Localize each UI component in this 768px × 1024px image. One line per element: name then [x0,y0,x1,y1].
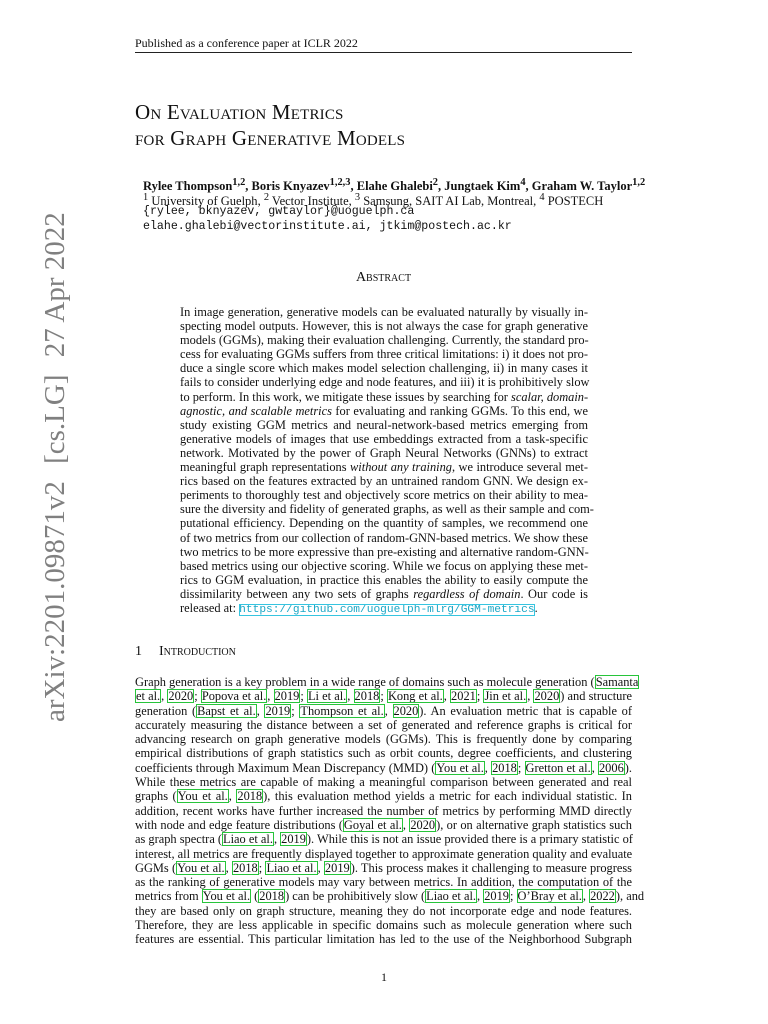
text-run: ; [510,889,517,904]
abstract-line [180,545,588,559]
text-run: advancing research on graph generative models (GGMs). This is frequently done by comparing [135,732,632,747]
title-line-1: On Evaluation Metrics [135,100,344,124]
abstract-line [180,432,588,446]
citation-link[interactable]: 2020 [393,703,419,718]
citation-link[interactable]: Jin et al. [484,689,527,704]
citation-link[interactable]: Gretton et al. [525,760,591,775]
page-number: 1 [381,970,387,984]
citation-link[interactable]: 2018 [259,889,285,904]
email-line-1: {rylee, bknyazev, gwtaylor}@uoguelph.ca [143,205,415,218]
text-run: metrics from [135,889,202,904]
text-run: sure the diversity and fidelity of generated graphs, as well as their sample and com- [180,502,594,517]
text-run: of two metrics from our collection of random-GNN-based metrics. We show these [180,530,588,545]
affiliation-name: POSTECH [547,194,604,209]
text-run: coefficients through Maximum Mean Discrepancy (MMD) ( [135,760,436,775]
intro-line [135,718,632,732]
title-line-2: for Graph Generative Models [135,126,406,150]
text-run: , we introduce several met- [451,460,588,475]
affiliation-sup: 4 [539,192,545,203]
abstract-line [180,347,588,361]
intro-line [135,918,632,932]
citation-link[interactable]: 2019 [274,689,300,704]
text-run: network. Motivated by the power of Graph Neural Networks (GNNs) to extract [180,445,588,460]
text-run: , [228,789,237,804]
intro-line [135,746,632,760]
text-run: Graph generation is a key problem in a wide range of domains such as molecule generation ( [135,675,595,689]
abstract-line [180,601,588,615]
emphasis-text: without any training [350,460,452,475]
text-run: ). An evaluation metric that is capable of [419,703,632,718]
citation-link[interactable]: 2022 [590,889,615,904]
author-affil-sup: 1,2 [632,177,646,188]
text-run: ; [300,689,307,704]
abstract-line [180,587,588,601]
author-name: Graham W. Taylor [531,179,633,194]
citation-link[interactable]: 2020 [534,689,560,704]
running-header [135,36,632,53]
affiliation-sup: 3 [354,192,361,203]
text-run: they are based only on graph structure, meaning they do not incorporate edge and node features. [135,903,632,918]
text-run: , [225,860,232,875]
text-run: ( [251,889,259,904]
citation-link[interactable]: O’Bray et al. [517,889,582,904]
abstract-line [180,333,588,347]
author-affil-sup: 1,2 [232,177,246,188]
text-run: rics based on the features extracted by an untrained random GNN. We design ex- [180,474,588,489]
citation-link[interactable]: You et al. [202,889,251,904]
text-run: , [273,832,281,847]
abstract-line [180,305,588,319]
text-run: models (GGMs), making their evaluation challenging. Currently, the standard pro- [180,333,589,348]
author-name: Rylee Thompson [143,179,233,194]
text-run: Therefore, they are less applicable in specific domains such as molecule generation where such [135,918,632,933]
citation-link[interactable]: 2019 [324,860,350,875]
intro-line [135,704,632,718]
citation-link[interactable]: Liao et al. [426,889,477,904]
intro-line [135,832,632,846]
abstract-line [180,460,588,474]
abstract-line [180,516,588,530]
citation-link[interactable]: 2020 [410,817,436,832]
text-run: rics to GGM evaluation, in practice this enables the ability to easily compute the [180,572,588,587]
author-name: Jungtaek Kim [444,179,521,194]
text-run: , [582,889,590,904]
section-heading-introduction [135,644,632,660]
text-run: , [484,760,492,775]
abstract-line [180,404,588,418]
affiliation-sup: 1 [143,192,149,203]
citation-link[interactable]: Liao et al. [266,860,317,875]
text-run: addition, recent works have further increased the number of metrics by performing MMD directly [135,803,632,818]
abstract-line [180,573,588,587]
text-run: interest, all metrics are frequently displayed together to approximate generation quality and evaluate [135,846,633,861]
text-run: with node and edge feature distributions ( [135,817,343,832]
text-run: . Our code is [520,586,588,601]
affiliation-list: $^1$ University of Guelph, $^2$ Vector Institute, $^3$ Samsung, SAIT AI Lab, Montreal, $^4$ POSTECH [143,192,604,209]
text-run: two metrics to be more expressive than pre-existing and alternative random-GNN- [180,544,589,559]
intro-line [135,804,632,818]
text-run: ; [476,689,484,704]
text-run: ; [380,689,387,704]
emphasis-text: regardless of domain [413,586,521,601]
citation-link[interactable]: You et al. [436,760,484,775]
text-run: released at: [180,600,240,615]
section-number: 1 [135,644,142,659]
text-run: GGMs ( [135,860,177,875]
abstract-line [180,559,588,573]
intro-line [135,689,632,703]
text-run: dissimilarity between any two sets of graphs [180,586,414,601]
citation-link[interactable]: Bapst et al. [197,703,256,718]
text-run: ). This process makes it challenging to measure progress [350,860,632,875]
author-affil-sup: 2 [432,177,438,188]
text-run: ), or on alternative graph statistics such [436,817,632,832]
citation-link[interactable]: You et al. [177,789,228,804]
text-run: ; [258,860,266,875]
text-run: , [443,689,451,704]
citation-link[interactable]: 2020 [168,689,194,704]
citation-link[interactable]: et al. [136,689,161,704]
text-run: , [527,689,534,704]
text-run: , [477,889,484,904]
arxiv-sidebar-stamp [38,212,72,722]
arxiv-category: [cs.LG] [39,374,71,464]
text-run: ), this evaluation method yields a metric for each individual statistic. In [263,789,632,804]
citation-link[interactable]: Kong et al. [387,689,443,704]
paper-title [135,99,635,151]
citation-link[interactable]: 2019 [265,703,291,718]
abstract-heading: Abstract [355,270,412,285]
abstract-line [180,375,588,389]
text-run: features are essential. This particular limitation has led to the use of the Neighborhood Subgraph [135,932,632,947]
citation-link[interactable]: Liao et al. [223,832,273,847]
abstract-line [180,502,594,517]
intro-line [135,789,632,803]
citation-link[interactable]: Samanta [595,675,639,689]
text-run: duce a single score which makes model selection challenging, ii) in many cases it [180,361,588,376]
abstract-line [180,531,588,545]
affiliation-sup: 2 [263,192,270,203]
intro-line [135,675,639,689]
text-run: generation ( [135,703,197,718]
email-line-2: elahe.ghalebi@vectorinstitute.ai, jtkim@postech.ac.kr [143,220,512,233]
text-run: , [591,760,598,775]
intro-line [135,889,645,904]
citation-link[interactable]: 2021 [451,689,476,704]
text-run: While these metrics are capable of making a meaningful comparison between generated and real [135,775,632,790]
text-run: cess for evaluating GGMs suffers from three critical limitations: i) it does not pro- [180,347,588,362]
text-run: , [161,689,168,704]
arxiv-date: 27 Apr 2022 [39,212,71,358]
intro-line [135,847,632,861]
abstract-body [180,305,594,616]
text-run: based metrics using our objective scoring. While we focus on applying these met- [180,558,588,573]
author-name: Boris Knyazev [251,179,330,194]
text-run: ). [624,760,632,775]
author-list: Rylee Thompson$^{1,2}$, Boris Knyazev$^{1,2,3}$, Elahe Ghalebi$^2$, Jungtaek Kim$^4$, Graham W. Taylor$^{1,2}$ [143,177,646,194]
text-run: ; [517,760,525,775]
author-affil-sup: 1,2,3 [329,177,351,188]
text-run: , [384,703,393,718]
abstract-line [180,390,588,404]
abstract-line [180,361,588,375]
citation-link[interactable]: Thompson et al. [300,703,384,718]
intro-line [135,761,632,775]
text-run: accurately measuring the distance between a set of generated and reference graphs is critical for [135,717,632,732]
intro-line [135,818,632,832]
citation-link[interactable]: Popova et al. [201,689,267,704]
abstract-line [180,474,588,488]
abstract-line [180,319,588,333]
text-run: generative models of images that use embeddings extracted from a task-specific [180,431,588,446]
text-run: ; [194,689,201,704]
abstract-line [180,418,588,432]
affiliation-name: Vector Institute [271,194,349,209]
text-run: ). While this is not an issue provided there is a primary statistic of [306,832,633,847]
text-run: , [317,860,324,875]
citation-link[interactable]: You et al. [177,860,225,875]
text-run: ) can be prohibitively slow ( [285,889,426,904]
introduction-body [135,675,645,947]
author-affil-sup: 4 [520,177,526,188]
text-run: putational efficiency. Depending on the quantity of samples, we recommend one [180,516,588,531]
citation-link[interactable]: 2019 [484,889,509,904]
text-run: to perform. In this work, we mitigate these issues by searching for [180,389,512,404]
text-run: ), and [615,889,645,904]
emphasis-text: scalar, domain- [511,389,589,404]
text-run: ; [291,703,300,718]
text-run: . [534,600,538,615]
citation-link[interactable]: Goyal et al. [343,817,402,832]
abstract-line [180,488,588,502]
text-run: study existing GGM metrics and neural-network-based metrics emerging from [180,417,588,432]
citation-link[interactable]: 2006 [598,760,624,775]
intro-line [135,904,632,918]
text-run: for evaluating and ranking GGMs. To this end, we [331,403,588,418]
text-run: ) and structure [560,689,632,704]
intro-line [135,732,632,746]
intro-line [135,861,632,875]
text-run: graphs ( [135,789,177,804]
emphasis-text: agnostic, and scalable metrics [180,403,332,418]
text-run: fails to consider underlying edge and node features, and iii) it is prohibitively slow [180,375,590,390]
arxiv-id: arXiv:2201.09871v2 [39,481,71,722]
text-run: , [256,703,265,718]
text-run: as the ranking of generative models may vary between metrics. In addition, the computation of the [135,875,632,890]
code-url-link[interactable]: https://github.com/uoguelph-mlrg/GGM-metrics [239,603,535,616]
citation-link[interactable]: 2018 [354,689,380,704]
text-run: periments to thoroughly test and objectively score metrics on their ability to mea- [180,488,588,503]
text-run: specting model outputs. However, this is not always the case for graph generative [180,319,588,334]
section-title: Introduction [159,644,236,659]
citation-link[interactable]: 2018 [232,860,258,875]
abstract-line [180,446,588,460]
affiliation-name: University of Guelph [151,194,258,209]
text-run: , [267,689,274,704]
citation-link[interactable]: 2018 [237,789,263,804]
affiliation-name: Samsung, SAIT AI Lab, Montreal [363,194,534,209]
citation-link[interactable]: 2019 [281,832,306,847]
text-run: meaningful graph representations [180,460,351,475]
text-run: empirical distributions of graph statistics such as orbit counts, degree coefficients, and clustering [135,746,632,761]
citation-link[interactable]: 2018 [492,760,517,775]
text-run: In image generation, generative models can be evaluated naturally by visually in- [180,305,588,319]
text-run: , [347,689,354,704]
citation-link[interactable]: Li et al. [307,689,347,704]
header-text: Published as a conference paper at ICLR 2022 [135,36,358,50]
text-run: , [402,817,410,832]
intro-line [135,875,632,889]
text-run: as graph spectra ( [135,832,223,847]
intro-line [135,932,632,946]
author-name: Elahe Ghalebi [356,179,433,194]
intro-line [135,775,632,789]
